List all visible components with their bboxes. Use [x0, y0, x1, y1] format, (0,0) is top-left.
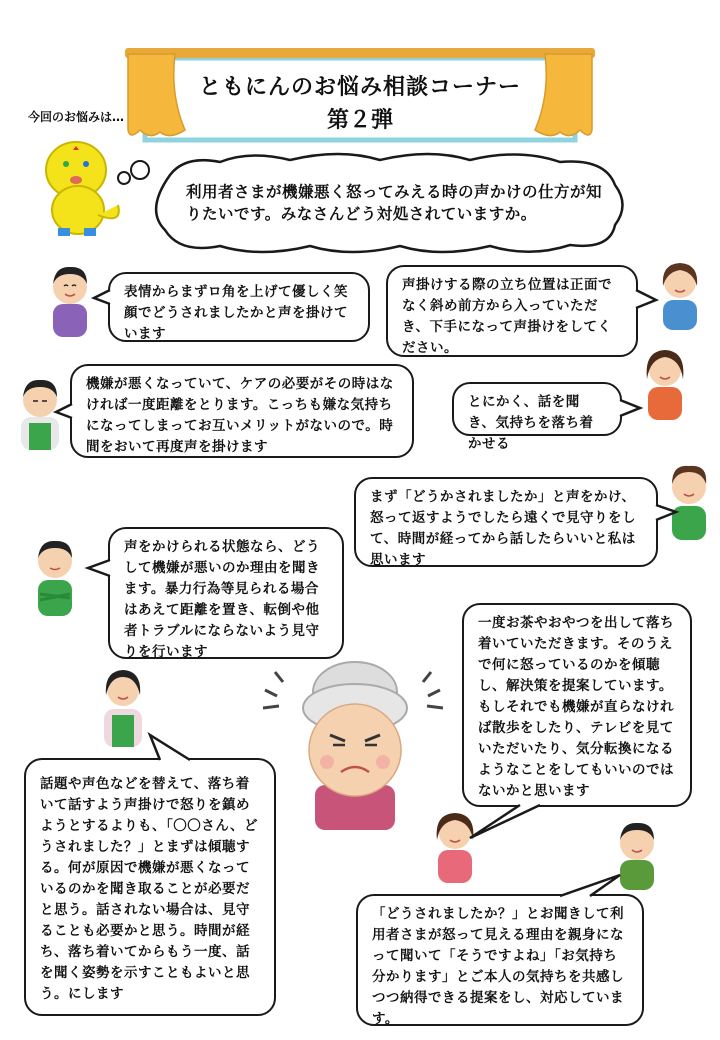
answer-bubble-1	[108, 272, 370, 342]
answer-text-3: 機嫌が悪くなっていて、ケアの必要がその時はなければ一度距離をとります。こっちも嫌な気持ちになってしまってお互いメリットがないので。時間をおいて再度声を掛けます	[86, 376, 394, 455]
angry-grandmother-illustration	[255, 650, 455, 830]
answer-bubble-9	[356, 894, 644, 1026]
question-text: 利用者さまが機嫌悪く怒ってみえる時の声かけの仕方が知りたいです。みなさんどう対処されていますか。	[186, 183, 603, 223]
person-man-purple	[45, 262, 95, 337]
answer-text-6: 声をかけられる状態なら、どうして機嫌が悪いのか理由を聞きます。暴力行為等見られる場合はあえて距離を置き、転倒や他者トラブルにならないよう見守りを行います	[124, 539, 320, 660]
person-man-green-apron	[15, 375, 65, 450]
answer-bubble-4	[452, 382, 622, 452]
answer-bubble-3	[70, 364, 414, 458]
answer-text-5: まず「どうかされましたか」と声をかけ、怒って返すようでしたら遠くで見守りをして、時間が経ってから話したらいいと私は思います	[370, 489, 636, 568]
person-woman-green-apron	[98, 665, 148, 747]
answer-bubble-5	[354, 477, 658, 567]
answer-bubble-6	[108, 527, 344, 659]
answer-text-7: 一度お茶やおやつを出して落ち着いていただきます。そのうえで何に怒っているのかを傾聴し、解決策を提案しています。もしそれでも機嫌が直らなければ散歩をしたり、テレビを見ていただいたり、気分転換になるようなことをしてもいいのではないかと思います	[478, 615, 674, 799]
answer-text-1: 表情からまずロ角を上げて優しく笑顔でどうされましたかと声を掛けています	[124, 284, 348, 342]
answer-text-8: 話題や声色などを替えて、落ち着いて話すよう声掛けで怒りを鎮めようとするよりも、「〇〇さん、どうされました？」とまずは傾聴する。何が原因で機嫌が悪くなっているのかを聞き取ることが必要だと思う。話されない場合は、見守ることも必要かと思う。時間が経ち、落ち着いてからもう一度、話を聞く姿勢を示すこともよいと思う。にします	[40, 776, 259, 1002]
intro-label: 今回のお悩みは…	[28, 110, 125, 124]
person-woman-pink	[430, 808, 480, 883]
answer-text-4: とにかく、話を聞き、気持ちを落ち着かせる	[468, 394, 594, 452]
person-man-green	[664, 462, 714, 540]
person-man-green-arms-crossed	[30, 536, 80, 616]
person-woman-blue	[655, 258, 705, 330]
answer-bubble-2	[386, 265, 638, 357]
answer-bubble-7	[462, 603, 692, 807]
curtain-rod	[125, 48, 595, 58]
person-woman-orange	[640, 345, 690, 420]
answer-text-9: 「どうされましたか？」とお聞きして利用者さまが怒って見える理由を親身になって聞いて「そうですよね」「お気持ち分かります」とご本人の気持ちを共感しつつ納得できる提案をし、対応しています。	[372, 906, 624, 1027]
answer-bubble-8	[24, 758, 276, 1016]
page-title: ともにんのお悩み相談コーナー	[198, 75, 521, 100]
person-man-green-2	[612, 818, 662, 890]
page-subtitle: 第２弾	[326, 108, 393, 133]
header-banner	[0, 0, 720, 150]
answer-text-2: 声掛けする際の立ち位置は正面でなく斜め前方から入っていただき、下手になって声掛けをしてください。	[402, 277, 612, 356]
